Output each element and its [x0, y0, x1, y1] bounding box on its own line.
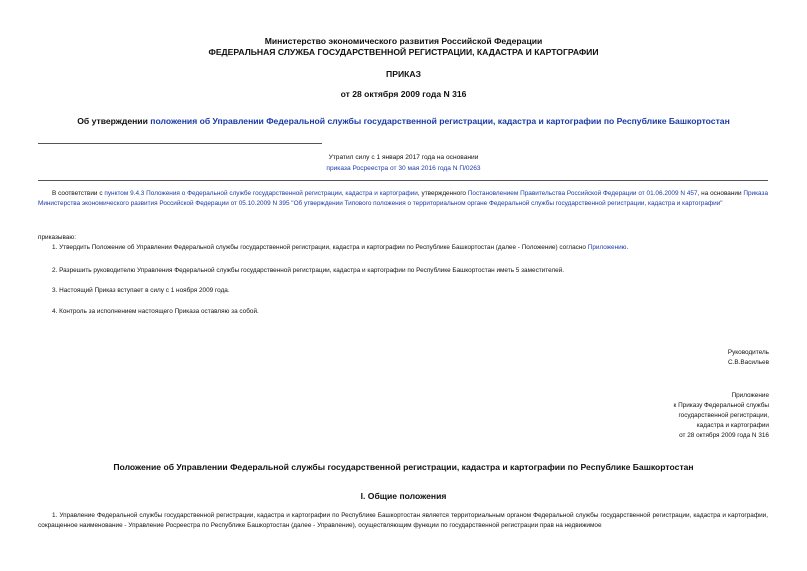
appendix-block — [674, 391, 769, 441]
service-name: ФЕДЕРАЛЬНАЯ СЛУЖБА ГОСУДАРСТВЕННОЙ РЕГИСТРАЦИИ, КАДАСТРА И КАРТОГРАФИИ — [208, 47, 599, 57]
title-prefix: Об утверждении — [77, 116, 151, 126]
appendix-line-3: государственной регистрации, — [678, 412, 769, 419]
regulation-paragraph-1: 1. Управление Федеральной службы государственной регистрации, кадастра и картографии по Республике Башкортостан является территориальным органом Федеральной службы государственной регистрации, кадастра и картографии, сокращенное наименование - Управление Росреестра по Республике Башкортостан (далее - Управление), осуществляющим функции по государственной регистрации прав на недвижимое — [38, 512, 768, 529]
signatory-name: С.В.Васильев — [727, 359, 769, 366]
intro-text-3: , на основании — [697, 190, 744, 197]
appendix-link[interactable]: Приложению — [587, 244, 627, 251]
appendix-line-1: Приложение — [731, 392, 769, 399]
appendix-line-5: от 28 октября 2009 года N 316 — [679, 432, 769, 439]
status-line: Утратил силу с 1 января 2017 года на основании — [328, 154, 479, 161]
order-word: приказываю: — [38, 234, 76, 241]
appendix-line-4: кадастра и картографии — [696, 422, 769, 429]
intro-link-regulation[interactable]: пунктом 9.4.3 Положения о Федеральной службе государственной регистрации, кадастра и картографии — [104, 190, 418, 197]
order-item-2: 2. Разрешить руководителю Управления Федеральной службы государственной регистрации, кадастра и картографии по Республике Башкортостан иметь 5 заместителей. — [52, 267, 565, 274]
intro-text-1: В соответствии с — [52, 190, 105, 197]
order-item-3: 3. Настоящий Приказ вступает в силу с 1 ноября 2009 года. — [52, 287, 230, 294]
document-type: ПРИКАЗ — [386, 69, 421, 79]
divider-bottom — [38, 180, 768, 181]
ministry-name: Министерство экономического развития Российской Федерации — [264, 36, 543, 46]
regulation-title: Положение об Управлении Федеральной службы государственной регистрации, кадастра и картографии по Республике Башкортостан — [113, 462, 694, 472]
order-item-1-text: 1. Утвердить Положение об Управлении Федеральной службы государственной регистрации, кадастра и картографии по Республике Башкортостан (далее - Положение) согласно — [52, 244, 588, 251]
intro-text-2: , утвержденного — [417, 190, 468, 197]
status-link[interactable]: приказа Росреестра от 30 мая 2016 года N П/0263 — [326, 165, 481, 172]
signatory-position: Руководитель — [727, 349, 769, 356]
signature-block — [728, 348, 769, 368]
status-note — [0, 152, 807, 174]
order-item-4: 4. Контроль за исполнением настоящего Приказа оставляю за собой. — [52, 308, 259, 315]
title-link[interactable]: положения об Управлении Федеральной службы государственной регистрации, кадастра и картографии по Республике Башкортостан — [150, 116, 730, 126]
order-item-1-end: . — [626, 244, 629, 251]
chapter-title: I. Общие положения — [360, 491, 447, 501]
order-item-1 — [52, 243, 768, 253]
document-title — [30, 116, 777, 127]
appendix-line-2: к Приказу Федеральной службы — [673, 402, 769, 409]
document-date-number: от 28 октября 2009 года N 316 — [340, 89, 467, 99]
intro-link-ministry-order[interactable]: Приказа Министерства экономического развития Российской Федерации от 05.10.2009 N 395 "Об утверждении Типового положения о территориальном органе Федеральной службы государственной регистрации, кадастра и картографии" — [38, 190, 768, 207]
intro-paragraph — [38, 189, 768, 209]
intro-link-government-decree[interactable]: Постановлением Правительства Российской Федерации от 01.06.2009 N 457 — [467, 190, 698, 197]
divider-top — [38, 143, 322, 144]
